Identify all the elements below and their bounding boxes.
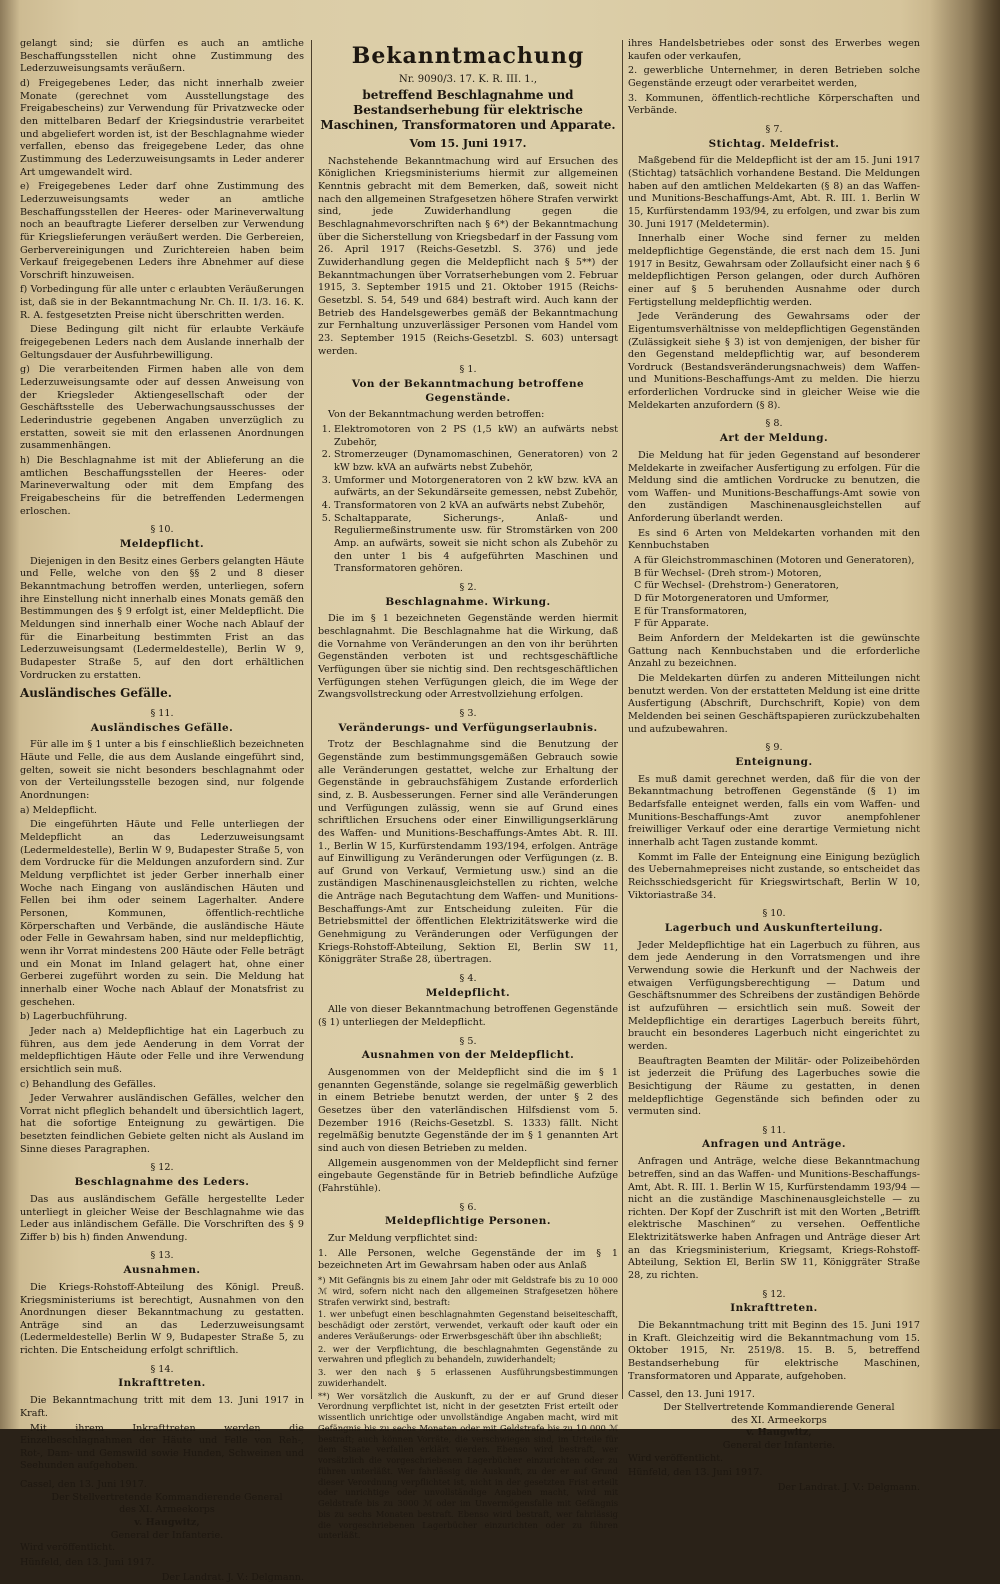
- section-number: § 3.: [459, 707, 477, 719]
- footnote: *) Mit Gefängnis bis zu einem Jahr oder mit Geldstrafe bis zu 10 000 ℳ wird, sofern nicht nach den allgemeinen Strafgesetzen höhere Strafen verwirkt sind, bestraft:: [318, 1275, 618, 1307]
- section-number: § 7.: [765, 123, 783, 135]
- signature-line: des XI. Armeekorps: [731, 1414, 827, 1426]
- signature-line: des XI. Armeekorps: [119, 1504, 215, 1516]
- publication-note: Wird veröffentlicht.: [628, 1452, 724, 1464]
- section-heading: Meldepflicht.: [425, 986, 511, 999]
- paragraph: Die Meldekarten dürfen zu anderen Mitteilungen nicht benutzt werden. Von der erstatteten Meldung ist eine dritte Ausfertigung (Abschrift, Durchschrift, Kopie) von dem Meldenden bei seinen Geschäftspapieren zurückzubehalten und aufzubewahren.: [628, 673, 920, 735]
- paragraph: Die Bekanntmachung tritt mit Beginn des 15. Juni 1917 in Kraft. Gleichzeitig wird die Bekanntmachung vom 15. Oktober 1915, Nr. 2519/8. 15. B. 5, betreffend Bestandserhebung für elektrische Maschinen, Transformatoren und Apparate, aufgehoben.: [628, 1320, 920, 1382]
- column-middle: [318, 38, 618, 1541]
- paragraph: Ausgenommen von der Meldepflicht sind die im § 1 genannten Gegenstände, solange sie regelmäßig gewerblich in einem Betriebe benutzt werden, der unter § 2 des Gesetzes über den vaterländischen Hilfsdienst vom 5. Dezember 1916 (Reichs-Gesetzbl. S. 1333) fällt. Nicht regelmäßig benutzte Gegenstände der im § 1 genannten Art sind auch von diesen Betrieben zu melden.: [318, 1067, 618, 1155]
- signature-line: Der Stellvertretende Kommandierende General: [663, 1402, 895, 1414]
- paragraph: Allgemein ausgenommen von der Meldepflicht sind ferner eingebaute Gegenstände für in Betrieb befindliche Aufzüge (Fahrstühle).: [318, 1157, 618, 1195]
- footnote-item: 1. wer unbefugt einen beschlagnahmten Gegenstand beiseiteschafft, beschädigt oder zerstört, verwendet, verkauft oder kauft oder ein anderes Veräußerungs- oder Erwerbsgeschäft über ihn abschließt;: [318, 1309, 618, 1341]
- section-number: § 2.: [459, 581, 477, 593]
- paragraph: Zur Meldung verpflichtet sind:: [328, 1233, 478, 1245]
- paragraph: Die eingeführten Häute und Felle unterliegen der Meldepflicht an das Lederzuweisungsamt (Ledermeldestelle), Berlin W 9, Budapester Straße 5, von dem Vordrucke für die Meldungen anzufordern sind. Zur Meldung verpflichtet ist jeder Gerber innerhalb einer Woche nach Eingang von ausländischen Häuten und Fellen bei ihm oder seinem Lagerhalter. Andere Personen, Kommunen, öffentlich-rechtliche Körperschaften und Verbände, die ausländische Häute oder Felle in Gewahrsam haben, sind nur meldepflichtig, wenn ihr Vorrat mindestens 200 Häute oder Felle beträgt und ein Monat im Inland gelagert hat, ohne einer Gerberei zugeführt worden zu sein. Die Meldung hat innerhalb einer Woche nach Ablauf der Monatsfrist zu geschehen.: [20, 819, 304, 1008]
- section-heading: Von der Bekanntmachung betroffene Gegenstände.: [351, 377, 585, 404]
- paragraph: Von der Bekanntmachung werden betroffen:: [328, 409, 545, 421]
- column-rule-left: [311, 40, 312, 1399]
- list-item: A für Gleichstrommaschinen (Motoren und Generatoren),: [634, 555, 915, 567]
- paragraph: Jeder Meldepflichtige hat ein Lagerbuch zu führen, aus dem jede Aenderung in den Vorratsmengen und ihre Verwendung sowie die Herkunft und der Nachweis der etwaigen Verfügungsberechtigung — Datum und Geschäftsnummer des Schreibens der zuständigen Behörde ist aufzuführen — ersichtlich sein muß. Soweit der Meldepflichtige ein derartiges Lagerbuch bereits führt, braucht ein besonderes Lagerbuch nicht eingerichtet zu werden.: [628, 939, 920, 1052]
- subsection-title: a) Meldepflicht.: [20, 804, 97, 816]
- section-heading: Stichtag. Meldefrist.: [708, 137, 840, 150]
- paragraph: gelangt sind; sie dürfen es auch an amtliche Beschaffungsstellen nicht ohne Zustimmung des Lederzuweisungsamts veräußern.: [20, 38, 304, 75]
- section-number: § 8.: [765, 418, 783, 430]
- list-item: 4. Transformatoren von 2 kVA an aufwärts nebst Zubehör,: [334, 500, 618, 513]
- paragraph: Trotz der Beschlagnahme sind die Benutzung der Gegenstände zum bestimmungsgemäßen Gebrauch sowie alle Veränderungen gestattet, welche zur Erhaltung der Gegenstände in gebrauchsfähigem Zustande erforderlich sind, z. B. Ausbesserungen. Ferner sind alle Veränderungen und Verfügungen zulässig, wenn sie auf Grund eines schriftlichen Ersuchens oder einer Einwilligungserklärung des Waffen- und Munitions-Beschaffungs-Amtes Abt. R. III. 1., Berlin W 15, Kurfürstendamm 193/194, erfolgen. Anträge auf Einwilligung zu Veränderungen oder Verfügungen (z. B. auf Grund von Verkauf, Vermietung usw.) sind an die zuständigen Maschinenausgleichstellen zu richten, welche die Anträge nach Begutachtung dem Waffen- und Munitions-Beschaffungs-Amt zur Entscheidung zuleiten. Für die Betriebsmittel der öffentlichen Elektrizitätswerke wird die Genehmigung zu Veränderungen oder Verfügungen der Kriegs-Rohstoff-Abteilung, Sektion El, Berlin SW 11, Königgräter Straße 28, übertragen.: [318, 739, 618, 966]
- section-heading: Inkrafttreten.: [730, 1302, 818, 1315]
- paragraph: d) Freigegebenes Leder, das nicht innerhalb zweier Monate (gerechnet vom Ausstellungstage des Freigabescheins) zur Verwendung für Privatzwecke oder den mittelbaren Bedarf der Kriegsindustrie verarbeitet und abgeliefert worden ist, ist der Beschlagnahme wieder verfallen, ebenso das freigegebene Leder, das ohne Zustimmung des Lederzuweisungsamts in Leder anderer Art umgewandelt wird.: [20, 77, 304, 178]
- section-heading: Art der Meldung.: [719, 432, 829, 445]
- card-type-list: [628, 555, 920, 631]
- column-left: [20, 38, 304, 1583]
- paragraph: Kommt im Falle der Enteignung eine Einigung bezüglich des Uebernahmepreises nicht zustande, so entscheidet das Reichsschiedsgericht für Kriegswirtschaft, Berlin W 10, Viktoriastraße 34.: [628, 851, 920, 901]
- paragraph: Das aus ausländischem Gefälle hergestellte Leder unterliegt in gleicher Weise der Beschlagnahme wie das Leder aus inländischem Gefälle. Die Vorschriften des § 9 Ziffer b) bis h) finden Anwendung.: [20, 1193, 304, 1243]
- signature-line: General der Infanterie.: [722, 1440, 836, 1452]
- section-number: § 9.: [765, 742, 783, 754]
- column-right: [628, 38, 920, 1494]
- list-item: 5. Schaltapparate, Sicherungs-, Anlaß- und Reguliermeßinstrumente usw. für Stromstärken von 200 Amp. an aufwärts, soweit sie nicht schon als Zubehör zu den unter 1 bis 4 aufgeführten Maschinen und Transformatoren gehören.: [334, 513, 618, 576]
- list-item: F für Apparate.: [634, 618, 709, 630]
- footnote-item: 3. wer den nach § 5 erlassenen Ausführungsbestimmungen zuwiderhandelt.: [318, 1367, 618, 1388]
- signature-line: General der Infanterie.: [110, 1529, 224, 1541]
- paragraph: Innerhalb einer Woche sind ferner zu melden meldepflichtige Gegenstände, die erst nach dem 15. Juni 1917 in Besitz, Gewahrsam oder Zollaufsicht einer nach § 6 meldepflichtigen Person gelangen, oder durch Aufhören einer auf § 5 beruhenden Ausnahme oder durch Fertigstellung meldepflichtig werden.: [628, 233, 920, 308]
- subsection-title: b) Lagerbuchführung.: [20, 1011, 128, 1023]
- signature-name: v. Haugwitz,: [746, 1427, 812, 1439]
- list-item: B für Wechsel- (Dreh strom-) Motoren,: [634, 567, 822, 579]
- list-item: D für Motorgeneratoren und Umformer,: [634, 593, 830, 605]
- paragraph: 2. gewerbliche Unternehmer, in deren Betrieben solche Gegenstände erzeugt oder verarbeitet werden,: [628, 65, 920, 89]
- paragraph: Jeder Verwahrer ausländischen Gefälles, welcher den Vorrat nicht pfleglich behandelt und übersichtlich lagert, hat die sofortige Enteignung zu gewärtigen. Die besetzten feindlichen Gebiete gelten nicht als Ausland im Sinne dieses Paragraphen.: [20, 1093, 304, 1155]
- paragraph: e) Freigegebenes Leder darf ohne Zustimmung des Lederzuweisungsamts weder an amtliche Beschaffungsstellen der Heeres- oder Marineverwaltung noch an beauftragte Lieferer derselben zur Verwendung für Kriegslieferungen veräußert werden. Die Gerbereien, Gerbervereinigungen und Zurichtereien haben beim Verkauf freigegebenen Leders ihre Abnehmer auf diese Vorschrift hinzuweisen.: [20, 181, 304, 281]
- list-item: 1. Elektromotoren von 2 PS (1,5 kW) an aufwärts nebst Zubehör,: [334, 424, 618, 449]
- section-heading: Ausnahmen.: [123, 1264, 201, 1277]
- place-date: Cassel, den 13. Juni 1917.: [20, 1479, 147, 1491]
- paragraph: Nachstehende Bekanntmachung wird auf Ersuchen des Königlichen Kriegsministeriums hiermit zur allgemeinen Kenntnis gebracht mit dem Bemerken, daß, soweit nicht nach den allgemeinen Strafgesetzen höhere Strafen verwirkt sind, jede Zuwiderhandlung gegen die Beschlagnahmevorschriften nach § 6*) der Bekanntmachung über die Sicherstellung von Kriegsbedarf in der Fassung vom 26. April 1917 (Reichs-Gesetzbl. S. 376) und jede Zuwiderhandlung gegen die Meldepflicht nach § 5**) der Bekanntmachungen über Vorratserhebungen vom 2. Februar 1915, 3. September 1915 und 21. Oktober 1915 (Reichs-Gesetzbl. S. 54, 549 und 684) bestraft wird. Auch kann der Betrieb des Handelsgewerbes gemäß der Bekanntmachung zur Fernhaltung unzuverlässiger Personen vom Handel vom 23. September 1915 (Reichs-Gesetzbl. S. 603) untersagt werden.: [318, 155, 618, 357]
- place-date: Cassel, den 13. Juni 1917.: [628, 1389, 755, 1401]
- paragraph: Diejenigen in den Besitz eines Gerbers gelangten Häute und Felle, welche von den §§ 2 und 8 dieser Bekanntmachung betroffen werden, unterliegen, sofern ihre Einstellung nicht innerhalb eines Monats gemäß den Bestimmungen des § 9 erfolgt ist, einer Meldepflicht. Die Meldungen sind innerhalb einer Woche nach Ablauf der für die Einarbeitung bestimmten Frist an das Lederzuweisungsamt (Ledermeldestelle), Berlin W 9, Budapester Straße 5, auf den dort erhältlichen Vordrucken zu erstatten.: [20, 555, 304, 681]
- paragraph: Beauftragten Beamten der Militär- oder Polizeibehörden ist jederzeit die Prüfung des Lagerbuches sowie die Besichtigung der Räume zu gestatten, in denen meldepflichtige Gegenstände sich befinden oder zu vermuten sind.: [628, 1055, 920, 1118]
- section-number: § 14.: [150, 1363, 174, 1375]
- notice-title: Bekanntmachung: [351, 43, 585, 69]
- paragraph: Diese Bedingung gilt nicht für erlaubte Verkäufe freigegebenen Leders nach dem Auslande innerhalb der Geltungsdauer der Ausfuhrbewilligung.: [20, 324, 304, 361]
- paragraph: 3. Kommunen, öffentlich-rechtliche Körperschaften und Verbände.: [628, 92, 920, 117]
- signature-line: Der Stellvertretende Kommandierende General: [51, 1491, 283, 1503]
- section-number: § 6.: [459, 1201, 477, 1213]
- paragraph: Es sind 6 Arten von Meldekarten vorhanden mit den Kennbuchstaben: [628, 527, 920, 552]
- footnote: **) Wer vorsätzlich die Auskunft, zu der er auf Grund dieser Verordnung verpflichtet ist, nicht in der gesetzten Frist erteilt oder wissentlich unrichtige oder unvollständige Angaben macht, wird mit Gefängnis bis zu sechs Monaten oder mit Geldstrafe bis zu 10 000 ℳ bestraft; auch können Vorräte, die verschwiegen sind, im Urteile für dem Staate verfallen erklärt werden. Ebenso wird bestraft, wer vorsätzlich die vorgeschriebenen Lagerbücher einzurichten oder zu führen unterläßt. Wer fahrlässig die Auskunft, zu der er auf Grund dieser Verordnung verpflichtet ist, nicht in der gesetzten Frist erteilt oder unrichtige oder unvollständige Angaben macht, wird mit Geldstrafe bis zu 3000 ℳ oder im Unvermögensfalle mit Gefängnis bis zu sechs Monaten bestraft. Ebenso wird bestraft, wer fahrlässig die vorgeschriebenen Lagerbücher einzurichten oder zu führen unterläßt.: [318, 1390, 618, 1541]
- section-number: § 10.: [762, 908, 786, 920]
- section-heading: Meldepflicht.: [119, 537, 205, 550]
- section-heading: Veränderungs- und Verfügungserlaubnis.: [338, 721, 598, 734]
- publication-note: Hünfeld, den 13. Juni 1917.: [628, 1467, 763, 1479]
- paragraph: Alle von dieser Bekanntmachung betroffenen Gegenstände (§ 1) unterliegen der Meldepflicht.: [318, 1004, 618, 1029]
- notice-date: Vom 15. Juni 1917.: [409, 137, 527, 151]
- section-heading: Ausnahmen von der Meldepflicht.: [361, 1049, 575, 1062]
- section-heading: Ausländisches Gefälle.: [90, 721, 234, 734]
- section-heading: Beschlagnahme. Wirkung.: [385, 595, 551, 608]
- section-number: § 1.: [459, 364, 477, 376]
- subsection-title: c) Behandlung des Gefälles.: [20, 1078, 156, 1090]
- item-list: [318, 424, 618, 576]
- section-number: § 11.: [762, 1124, 786, 1136]
- paragraph: Anfragen und Anträge, welche diese Bekanntmachung betreffen, sind an das Waffen- und Munitions-Beschaffungs-Amt, Abt. R. III. 1. Berlin W 15, Kurfürstendamm 193/94 — nicht an die zuständige Maschinenausgleichstelle — zu richten. Der Kopf der Zuschrift ist mit den Worten „Betrifft elektrische Maschinen“ zu versehen. Oeffentliche Elektrizitätswerke haben Anfragen und Anträge dieser Art an das Kriegsministerium, Kriegsamt, Kriegs-Rohstoff-Abteilung, Sektion El, Berlin SW 11, Königgräter Straße 28, zu richten.: [628, 1156, 920, 1282]
- publication-signature: Der Landrat. J. V.: Delgmann.: [161, 1571, 304, 1583]
- paragraph: 1. Alle Personen, welche Gegenstände der im § 1 bezeichneten Art im Gewahrsam haben oder aus Anlaß: [318, 1247, 618, 1272]
- paragraph: Maßgebend für die Meldepflicht ist der am 15. Juni 1917 (Stichtag) tatsächlich vorhandene Bestand. Die Meldungen haben auf den amtlichen Meldekarten (§ 8) an das Waffen- und Munitions-Beschaffungs-Amt, Abt. R. III. 1. Berlin W 15, Kurfürstendamm 193/94, zu erfolgen, und zwar bis zum 30. Juni 1917 (Meldetermin).: [628, 155, 920, 230]
- paragraph: Die Meldung hat für jeden Gegenstand auf besonderer Meldekarte in zweifacher Ausfertigung zu erfolgen. Für die Meldung sind die amtlichen Vordrucke zu benutzen, die vom Waffen- und Munitions-Beschaffungs-Amt sowie von den zuständigen Maschinenausgleichstellen auf Anforderung überlandt werden.: [628, 449, 920, 525]
- binding-shadow: [930, 0, 1000, 1429]
- section-number: § 10.: [150, 524, 174, 536]
- section-number: § 11.: [150, 708, 174, 720]
- section-number: § 13.: [150, 1250, 174, 1262]
- column-rule-right: [622, 40, 623, 1399]
- section-number: § 4.: [459, 973, 477, 985]
- paragraph: Jeder nach a) Meldepflichtige hat ein Lagerbuch zu führen, aus dem jede Aenderung in dem Vorrat der meldepflichtigen Häute oder Felle und ihre Verwendung ersichtlich sein muß.: [20, 1025, 304, 1075]
- list-item: C für Wechsel- (Drehstrom-) Generatoren,: [634, 580, 839, 592]
- section-number: § 12.: [150, 1162, 174, 1174]
- list-item: E für Transformatoren,: [634, 605, 748, 617]
- publication-note: Hünfeld, den 13. Juni 1917.: [20, 1557, 155, 1569]
- paragraph: Für alle im § 1 unter a bis f einschließlich bezeichneten Häute und Felle, die aus dem Auslande eingeführt sind, gelten, soweit sie nicht besonders beschlagnahmt oder von der Verteilungsstelle bezogen sind, nur folgende Anordnungen:: [20, 739, 304, 802]
- footnote-item: 2. wer der Verpflichtung, die beschlagnahmten Gegenstände zu verwahren und pfleglich zu behandeln, zuwiderhandelt;: [318, 1343, 618, 1365]
- signature-name: v. Haugwitz,: [134, 1517, 200, 1529]
- list-item: 2. Stromerzeuger (Dynamomaschinen, Generatoren) von 2 kW bzw. kVA an aufwärts nebst Zubehör,: [334, 449, 618, 474]
- section-heading: Anfragen und Anträge.: [702, 1138, 846, 1151]
- notice-reference: Nr. 9090/3. 17. K. R. III. 1.,: [398, 74, 538, 86]
- publication-note: Wird veröffentlicht.: [20, 1542, 116, 1554]
- paragraph: h) Die Beschlagnahme ist mit der Ablieferung an die amtlichen Beschaffungsstellen der Heeres- oder Marineverwaltung oder mit dem Empfang des Freigabescheins für die betreffenden Ledermengen erloschen.: [20, 455, 304, 517]
- section-heading: Enteignung.: [735, 755, 813, 768]
- paragraph: Mit ihrem Inkrafttreten werden die Einzelbeschlagnahmen der Häute und Felle von Reh-, Rot-, Dam- und Gemswild sowie Hunden, Schweinen und Seehunden aufgehoben.: [20, 1422, 304, 1472]
- publication-signature: Der Landrat. J. V.: Delgmann.: [777, 1482, 920, 1494]
- paragraph: Beim Anfordern der Meldekarten ist die gewünschte Gattung nach Kennbuchstaben und die erforderliche Anzahl zu bezeichnen.: [628, 633, 920, 670]
- section-number: § 12.: [762, 1288, 786, 1300]
- paragraph: g) Die verarbeitenden Firmen haben alle von dem Lederzuweisungsamte oder auf dessen Anweisung von der Kriegsleder Aktiengesellschaft oder der Geschäftsstelle des Ueberwachungsausschusses der Lederindustrie gegebenen Angaben unverzüglich zu erstatten, soweit sie mit den erlassenen Anordnungen zusammenhängen.: [20, 364, 304, 452]
- section-heading: Meldepflichtige Personen.: [385, 1215, 551, 1228]
- list-item: 3. Umformer und Motorgeneratoren von 2 kW bzw. kVA an aufwärts, an der Sekundärseite gemessen, nebst Zubehör,: [334, 475, 618, 500]
- paragraph: Die Kriegs-Rohstoff-Abteilung des Königl. Preuß. Kriegsministeriums ist berechtigt, Ausnahmen von den Anordnungen dieser Bekanntmachung zu gestatten. Anträge sind an das Lederzuweisungsamt (Ledermeldestelle) Berlin W 9, Budapester Straße 5, zu richten. Die Entscheidung erfolgt schriftlich.: [20, 1281, 304, 1357]
- chapter-heading: Ausländisches Gefälle.: [20, 686, 172, 701]
- section-heading: Lagerbuch und Auskunfterteilung.: [664, 921, 884, 934]
- section-heading: Beschlagnahme des Leders.: [74, 1176, 250, 1189]
- paragraph: ihres Handelsbetriebes oder sonst des Erwerbes wegen kaufen oder verkaufen,: [628, 38, 920, 62]
- section-number: § 5.: [459, 1035, 477, 1047]
- notice-subtitle: betreffend Beschlagnahme und Bestandserhebung für elektrische Maschinen, Transformatoren und Apparate.: [320, 88, 616, 133]
- paragraph: Es muß damit gerechnet werden, daß für die von der Bekanntmachung betroffenen Gegenstände (§ 1) im Bedarfsfalle enteignet werden, falls ein vom Waffen- und Munitions-Beschaffungs-Amt zuvor anempfohlener freiwilliger Verkauf oder eine derartige Vermietung nicht innerhalb acht Tagen zustande kommt.: [628, 773, 920, 848]
- paragraph: Die Bekanntmachung tritt mit dem 13. Juni 1917 in Kraft.: [20, 1395, 304, 1419]
- paragraph: Die im § 1 bezeichneten Gegenstände werden hiermit beschlagnahmt. Die Beschlagnahme hat die Wirkung, daß die Vornahme von Veränderungen an den von ihr berührten Gegenständen verboten ist und rechtsgeschäftliche Verfügungen über sie nichtig sind. Den rechtsgeschäftlichen Verfügungen stehen Verfügungen gleich, die im Wege der Zwangsvollstreckung oder Arrestvollziehung erfolgen.: [318, 613, 618, 701]
- paragraph: Jede Veränderung des Gewahrsams oder der Eigentumsverhältnisse von meldepflichtigen Gegenständen (Zulässigkeit siehe § 3) ist von demjenigen, der bisher für den Gegenstand meldepflichtig war, auf besonderem Vordruck (Bestandsveränderungsnachweis) dem Waffen- und Munitions-Beschaffungs-Amt zu melden. Die hierzu erforderlichen Vordrucke sind in gleicher Weise wie die Meldekarten anzufordern (§ 8).: [628, 311, 920, 411]
- section-heading: Inkrafttreten.: [118, 1377, 206, 1390]
- paragraph: f) Vorbedingung für alle unter c erlaubten Veräußerungen ist, daß sie in der Bekanntmachung Nr. Ch. II. 1/3. 16. K. R. A. festgesetzten Preise nicht überschritten werden.: [20, 284, 304, 321]
